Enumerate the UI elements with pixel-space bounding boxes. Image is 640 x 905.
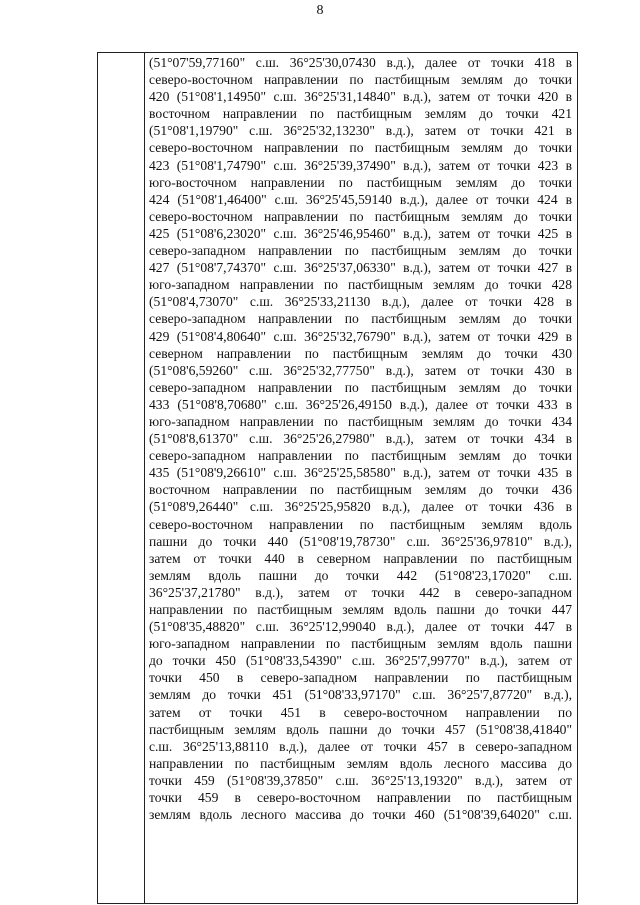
text-line: 433 (51°08'8,70680" с.ш. 36°25'26,49150 в.д.), далее от точки 433 в xyxy=(149,396,572,412)
text-line: (51°08'9,26440" с.ш. 36°25'25,95820 в.д.), далее от точки 436 в xyxy=(149,499,572,515)
text-line: (51°08'4,73070" с.ш. 36°25'33,21130 в.д.), далее от точки 428 в xyxy=(149,294,572,310)
text-line: с.ш. 36°25'13,88110 в.д.), далее от точки 457 в северо-западном xyxy=(149,738,572,754)
boundary-description-cell xyxy=(149,54,572,823)
text-line: северо-западном направлении по пастбищным землям до точки xyxy=(149,243,572,259)
text-line: юго-западном направлении по пастбищным землям до точки 428 xyxy=(149,277,572,293)
text-line: землям вдоль пашни до точки 442 (51°08'23,17020" с.ш. xyxy=(149,567,572,583)
text-line: затем от точки 451 в северо-восточном направлении по xyxy=(149,704,572,720)
text-line: 424 (51°08'1,46400" с.ш. 36°25'45,59140 в.д.), далее от точки 424 в xyxy=(149,191,572,207)
text-line: северо-восточном направлении по пастбищным землям вдоль xyxy=(149,516,572,532)
text-line: точки 459 в северо-восточном направлении по пастбищным xyxy=(149,790,572,806)
text-line: (51°08'35,48820" с.ш. 36°25'12,99040 в.д.), далее от точки 447 в xyxy=(149,619,572,635)
text-line: северо-западном направлении по пастбищным землям до точки xyxy=(149,379,572,395)
text-line: (51°08'8,61370" с.ш. 36°25'26,27980" в.д.), затем от точки 434 в xyxy=(149,431,572,447)
text-line: пастбищным землям вдоль пашни до точки 457 (51°08'38,41840" xyxy=(149,721,572,737)
text-line: землям вдоль лесного массива до точки 460 (51°08'39,64020" с.ш. xyxy=(149,807,572,823)
text-line: пашни до точки 440 (51°08'19,78730" с.ш. 36°25'36,97810" в.д.), xyxy=(149,533,572,549)
text-line: до точки 450 (51°08'33,54390" с.ш. 36°25'7,99770" в.д.), затем от xyxy=(149,653,572,669)
text-line: северном направлении по пастбищным землям до точки 430 xyxy=(149,345,572,361)
table-column-divider xyxy=(144,52,145,904)
text-line: 425 (51°08'6,23020" с.ш. 36°25'46,95460" в.д.), затем от точки 425 в xyxy=(149,225,572,241)
page-number: 8 xyxy=(316,3,324,18)
text-line: 427 (51°08'7,74370" с.ш. 36°25'37,06330" в.д.), затем от точки 427 в xyxy=(149,260,572,276)
text-line: юго-восточном направлении по пастбищным землям до точки xyxy=(149,174,572,190)
text-line: (51°08'6,59260" с.ш. 36°25'32,77750" в.д.), затем от точки 430 в xyxy=(149,362,572,378)
text-line: юго-западном направлении по пастбищным землям вдоль пашни xyxy=(149,636,572,652)
text-line: землям до точки 451 (51°08'33,97170" с.ш. 36°25'7,87720" в.д.), xyxy=(149,687,572,703)
text-line: точки 450 в северо-западном направлении по пастбищным xyxy=(149,670,572,686)
text-line: направлении по пастбищным землям вдоль лесного массива до xyxy=(149,755,572,771)
text-line: восточном направлении по пастбищным землям до точки 421 xyxy=(149,106,572,122)
text-line: северо-восточном направлении по пастбищным землям до точки xyxy=(149,140,572,156)
text-line: (51°07'59,77160" с.ш. 36°25'30,07430 в.д.), далее от точки 418 в xyxy=(149,55,572,70)
text-line: 423 (51°08'1,74790" с.ш. 36°25'39,37490" в.д.), затем от точки 423 в xyxy=(149,157,572,173)
text-line: северо-восточном направлении по пастбищным землям до точки xyxy=(149,208,572,224)
text-line: северо-западном направлении по пастбищным землям до точки xyxy=(149,311,572,327)
text-line: северо-восточном направлении по пастбищным землям до точки xyxy=(149,72,572,88)
text-line: юго-западном направлении по пастбищным землям до точки 434 xyxy=(149,413,572,429)
text-line: точки 459 (51°08'39,37850" с.ш. 36°25'13,19320" в.д.), затем от xyxy=(149,772,572,788)
text-line: восточном направлении по пастбищным землям до точки 436 xyxy=(149,482,572,498)
text-line: 36°25'37,21780" в.д.), затем от точки 442 в северо-западном xyxy=(149,584,572,600)
text-line: направлении по пастбищным землям вдоль пашни до точки 447 xyxy=(149,602,572,617)
text-line: 420 (51°08'1,14950" с.ш. 36°25'31,14840" в.д.), затем от точки 420 в xyxy=(149,89,572,105)
text-line: 429 (51°08'4,80640" с.ш. 36°25'32,76790" в.д.), затем от точки 429 в xyxy=(149,328,572,344)
text-line: (51°08'1,19790" с.ш. 36°25'32,13230" в.д.), затем от точки 421 в xyxy=(149,123,572,139)
text-line: 435 (51°08'9,26610" с.ш. 36°25'25,58580" в.д.), затем от точки 435 в xyxy=(149,465,572,481)
text-line: северо-западном направлении по пастбищным землям до точки xyxy=(149,448,572,464)
text-line: затем от точки 440 в северном направлении по пастбищным xyxy=(149,550,572,566)
